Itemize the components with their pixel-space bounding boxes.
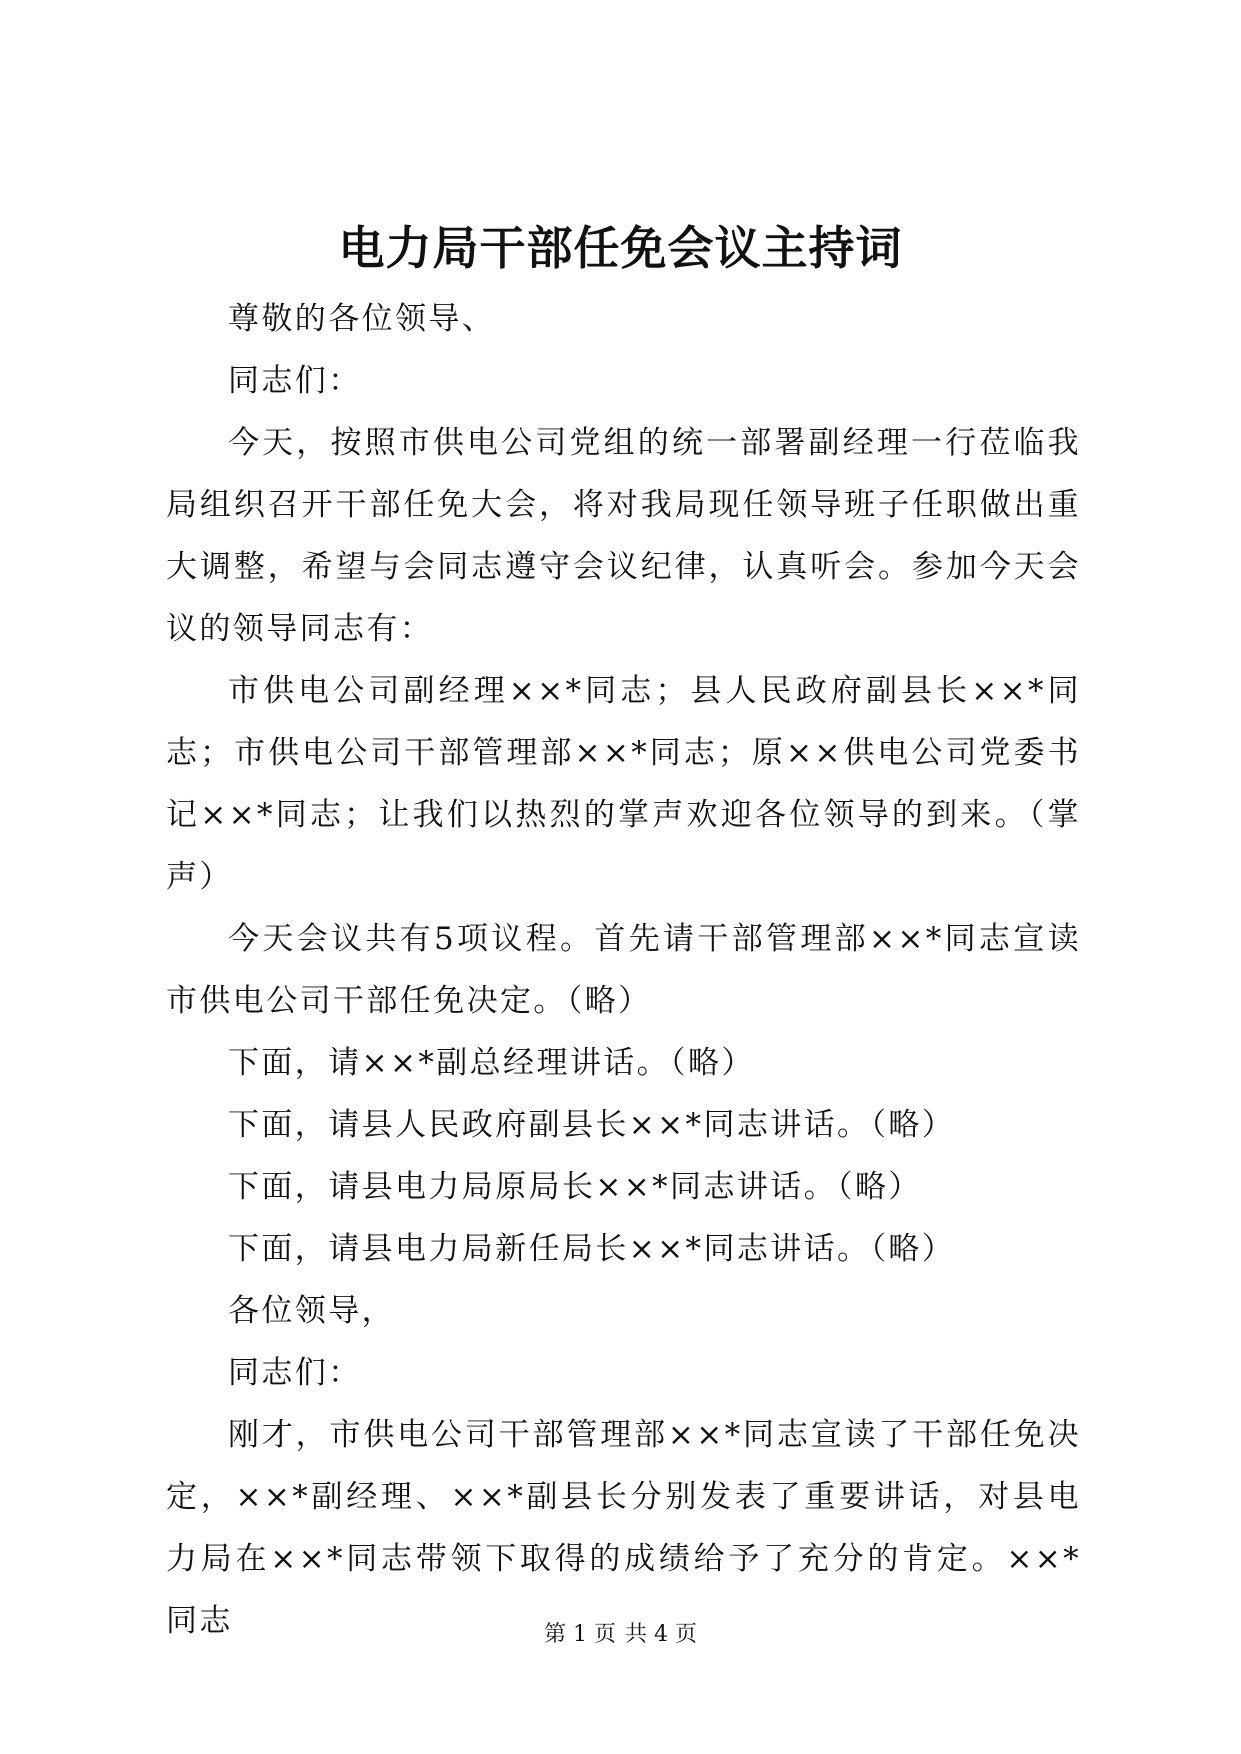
paragraph: 下面，请县电力局新任局长××*同志讲话。（略） [228,1231,956,1267]
paragraph: 市供电公司副经理××*同志；县人民政府副县长××*同志；市供电公司干部管理部××*同志；原××供电公司党委书记××*同志；让我们以热烈的掌声欢迎各位领导的到来。（掌声） [166,673,1081,895]
paragraph: 今天，按照市供电公司党组的统一部署副经理一行莅临我局组织召开干部任免大会，将对我局现任领导班子任职做出重大调整，希望与会同志遵守会议纪律，认真听会。参加今天会议的领导同志有： [166,425,1081,647]
paragraph: 同志们： [228,363,362,399]
paragraph: 各位领导， [228,1293,395,1329]
paragraph: 下面，请××*副总经理讲话。（略） [228,1045,755,1081]
page-total: 共 4 页 [625,1622,697,1647]
document-body [166,288,1081,1652]
paragraph: 下面，请县人民政府副县长××*同志讲话。（略） [228,1107,956,1143]
paragraph: 尊敬的各位领导、 [228,301,496,337]
paragraph: 同志们： [228,1355,362,1391]
paragraph: 下面，请县电力局原局长××*同志讲话。（略） [228,1169,922,1205]
paragraph: 刚才，市供电公司干部管理部××*同志宣读了干部任免决定，××*副经理、××*副县长分别发表了重要讲话，对县电力局在××*同志带领下取得的成绩给予了充分的肯定。××*同志 [166,1417,1081,1639]
page-number: 第 1 页 [544,1622,616,1647]
page-footer [0,1620,1241,1650]
paragraph: 今天会议共有5项议程。首先请干部管理部××*同志宣读市供电公司干部任免决定。（略） [166,921,1081,1019]
document-title: 电力局干部任免会议主持词 [338,221,903,275]
